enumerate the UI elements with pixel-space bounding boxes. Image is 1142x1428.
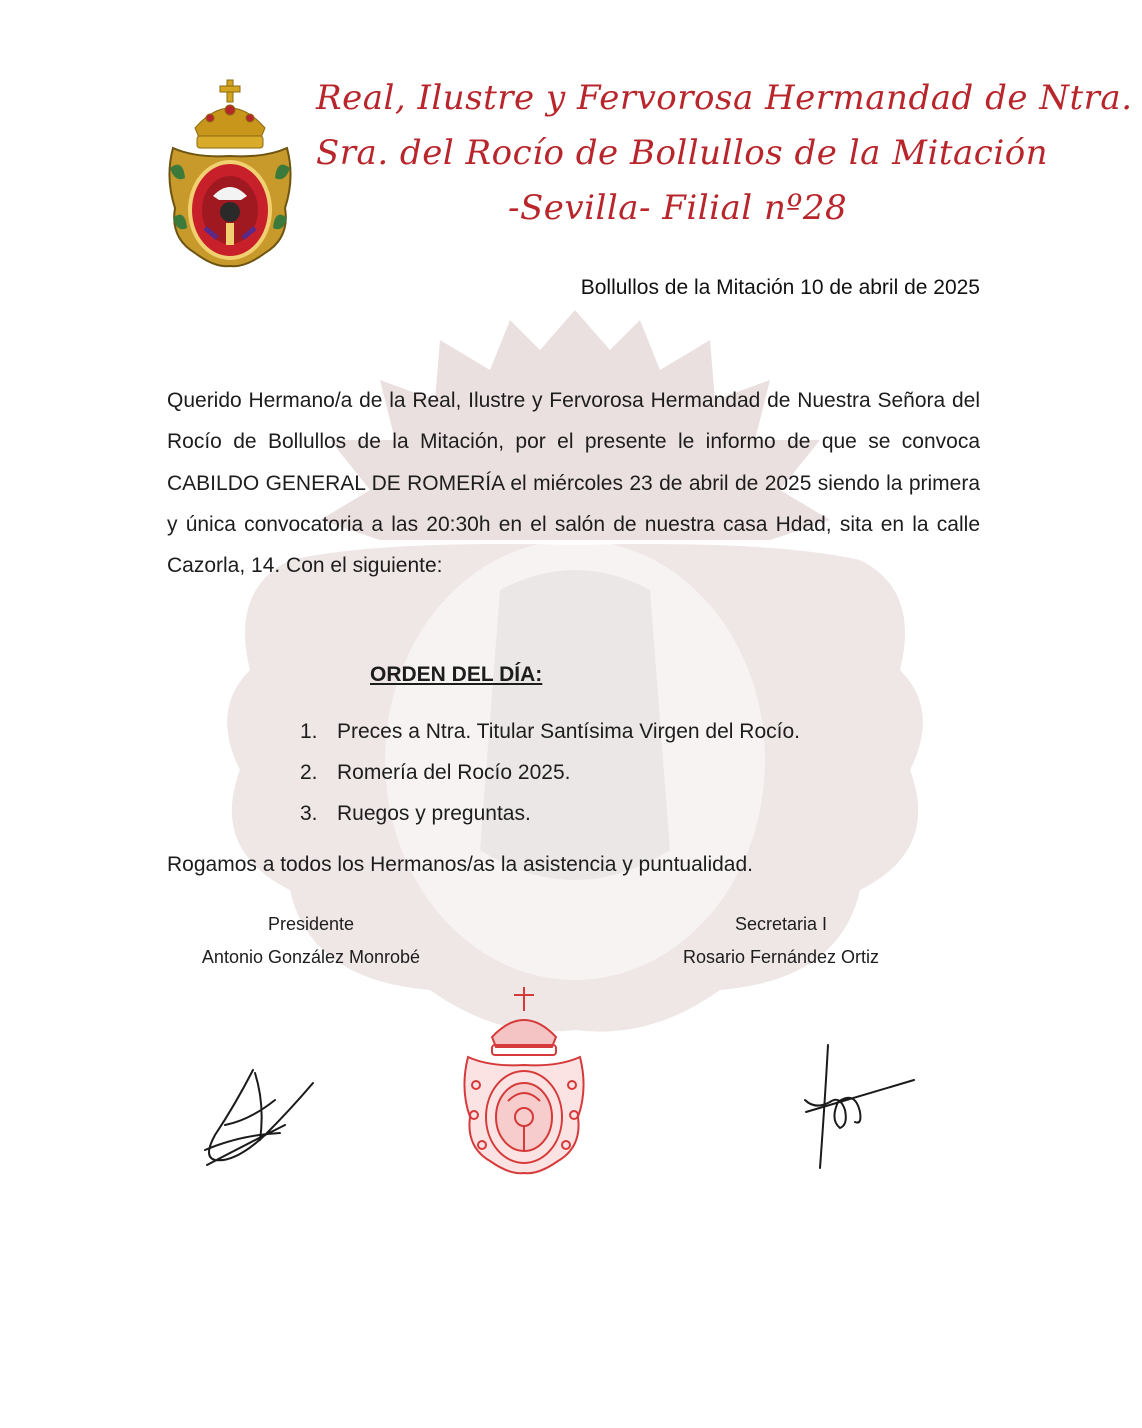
agenda-item-text: Ruegos y preguntas. bbox=[337, 802, 531, 825]
signatory-president bbox=[174, 908, 448, 974]
brotherhood-name-line-1: Real, Ilustre y Fervorosa Hermandad de Ntra. bbox=[316, 78, 1133, 118]
signatory-secretary bbox=[655, 908, 907, 974]
coat-of-arms bbox=[165, 78, 295, 270]
agenda-item-text: Romería del Rocío 2025. bbox=[337, 761, 571, 784]
agenda-item-number: 2. bbox=[300, 761, 318, 784]
president-signature bbox=[195, 1065, 320, 1175]
signatory-role: Presidente bbox=[267, 914, 355, 934]
agenda-list bbox=[300, 715, 800, 838]
secretary-signature bbox=[800, 1040, 920, 1175]
agenda-item-number: 1. bbox=[300, 720, 318, 743]
agenda-item bbox=[300, 715, 800, 756]
closing-line: Rogamos a todos los Hermanos/as la asistencia y puntualidad. bbox=[167, 853, 753, 876]
signatory-name: Antonio González Monrobé bbox=[201, 947, 421, 967]
letter-body: Querido Hermano/a de la Real, Ilustre y Fervorosa Hermandad de Nuestra Señora del Rocío de Bollullos de la Mitación, por el presente le informo de que se convoca CABILDO GENERAL DE ROMERÍA el miércoles 23 de abril de 2025 siendo la primera y única convocatoria a las 20:30h en el salón de nuestra casa Hdad, sita en la calle Cazorla, 14. Con el siguiente: bbox=[167, 389, 980, 578]
brotherhood-location-line: -Sevilla- Filial nº28 bbox=[508, 188, 848, 228]
agenda-item bbox=[300, 797, 800, 838]
letter-date: Bollullos de la Mitación 10 de abril de 2025 bbox=[580, 276, 980, 299]
agenda-title: ORDEN DEL DÍA: bbox=[370, 663, 543, 686]
agenda-item-number: 3. bbox=[300, 802, 318, 825]
agenda-item bbox=[300, 756, 800, 797]
brotherhood-seal-stamp bbox=[462, 985, 586, 1175]
signatory-name: Rosario Fernández Ortiz bbox=[682, 947, 880, 967]
agenda-item-text: Preces a Ntra. Titular Santísima Virgen del Rocío. bbox=[337, 720, 800, 743]
signatory-role: Secretaria I bbox=[734, 914, 828, 934]
brotherhood-name-line-2: Sra. del Rocío de Bollullos de la Mitación bbox=[316, 133, 1049, 173]
